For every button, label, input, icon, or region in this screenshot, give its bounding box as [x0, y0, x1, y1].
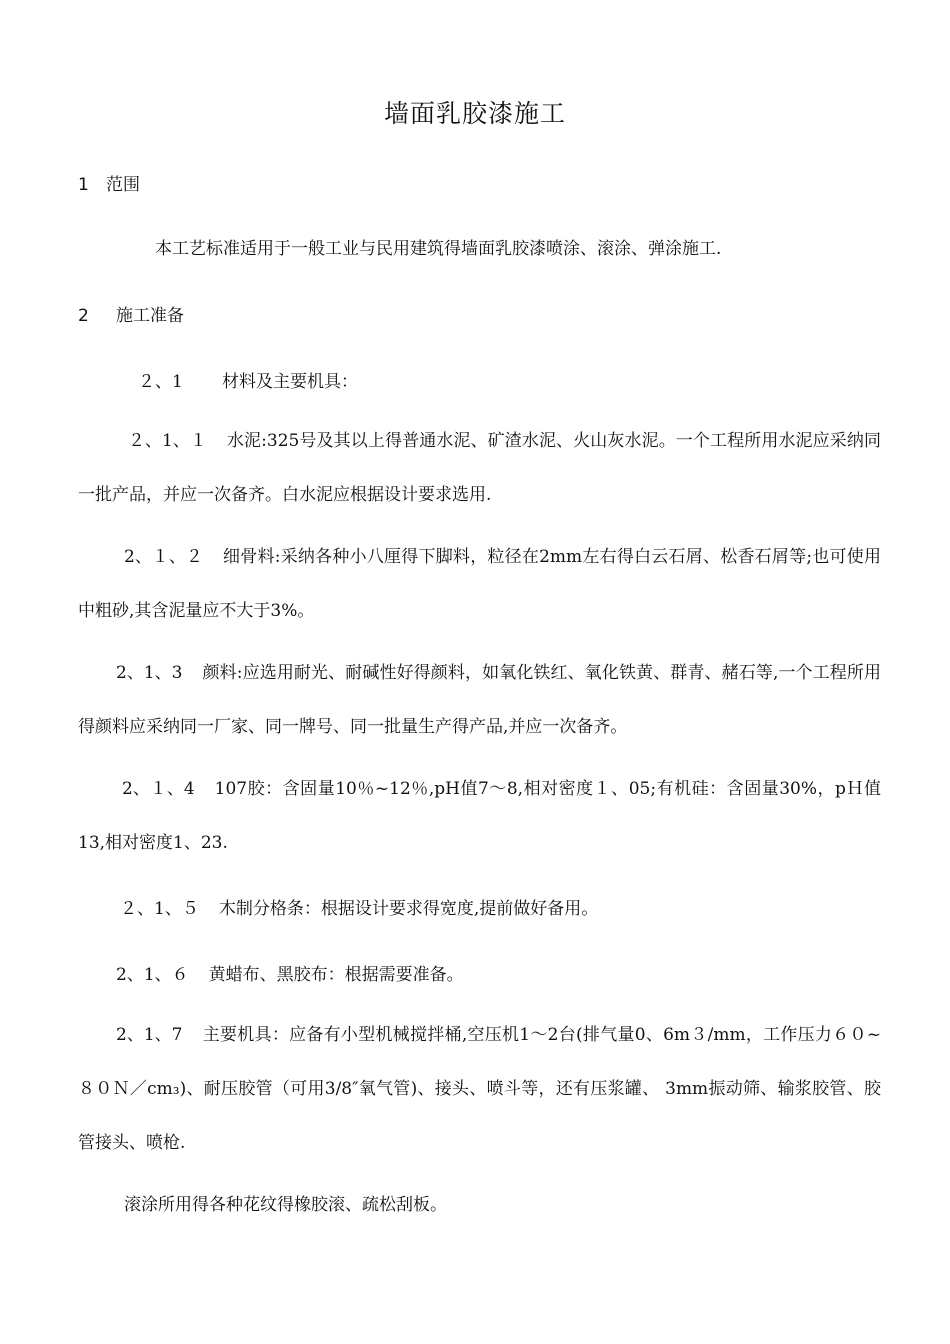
item-line	[120, 894, 598, 919]
item-label: 2、1、7	[116, 1025, 183, 1045]
section-heading-scope	[78, 170, 140, 195]
item-text: 水泥:325号及其以上得普通水泥、矿渣水泥、火山灰水泥。一个工程所用水泥应采纳同一批产品，并应一次备齐。白水泥应根据设计要求选用.	[78, 431, 881, 505]
item-text: 主要机具：应备有小型机械搅拌桶,空压机1～2台(排气量0、6m３/mm，工作压力６０~８０Ｎ／cm₃)、耐压胶管（可用3/8″氧气管)、接头、喷斗等，还有压浆罐、 3mm振动筛、输浆胶管、胶管接头、喷枪.	[78, 1025, 881, 1153]
item-text: 颜料:应选用耐光、耐碱性好得颜料，如氧化铁红、氧化铁黄、群青、赭石等,一个工程所用得颜料应采纳同一厂家、同一牌号、同一批量生产得产品,并应一次备齐。	[78, 663, 881, 737]
item-paragraph	[78, 762, 881, 870]
item-paragraph	[78, 1008, 881, 1170]
section-number: 2	[78, 306, 89, 326]
closing-paragraph: 滚涂所用得各种花纹得橡胶滚、疏松刮板。	[124, 1195, 447, 1215]
section-number: 1	[78, 175, 89, 195]
item-label: 2、１、4	[122, 779, 195, 799]
item-paragraph	[78, 414, 881, 522]
item-paragraph	[78, 530, 881, 638]
item-text: 木制分格条：根据设计要求得宽度,提前做好备用。	[218, 899, 599, 919]
item-line	[116, 960, 464, 985]
item-text: 107胶：含固量10％~12％,pH值7～8,相对密度１、05;有机硅：含固量30%，pＨ值13,相对密度1、23.	[78, 779, 881, 853]
item-label: ２、1、１	[128, 431, 207, 451]
item-label: 2、1、3	[116, 663, 183, 683]
section-heading-preparation	[78, 301, 184, 326]
page-title: 墙面乳胶漆施工	[383, 99, 566, 128]
sub-heading-number: ２、1	[138, 372, 183, 392]
section-title: 施工准备	[116, 306, 184, 326]
item-text: 黄蜡布、黑胶布：根据需要准备。	[208, 965, 464, 985]
item-label: ２、1、５	[120, 899, 199, 919]
sub-heading	[138, 367, 358, 392]
item-text: 细骨料:采纳各种小八厘得下脚料，粒径在2mm左右得白云石屑、松香石屑等;也可使用中粗砂,其含泥量应不大于3%。	[78, 547, 881, 621]
item-label: 2、１、２	[124, 547, 203, 567]
scope-paragraph: 本工艺标准适用于一般工业与民用建筑得墙面乳胶漆喷涂、滚涂、弹涂施工.	[155, 239, 722, 259]
section-title: 范围	[106, 175, 140, 195]
item-label: 2、1、６	[116, 965, 189, 985]
sub-heading-title: 材料及主要机具：	[222, 372, 358, 392]
item-paragraph	[78, 646, 881, 754]
